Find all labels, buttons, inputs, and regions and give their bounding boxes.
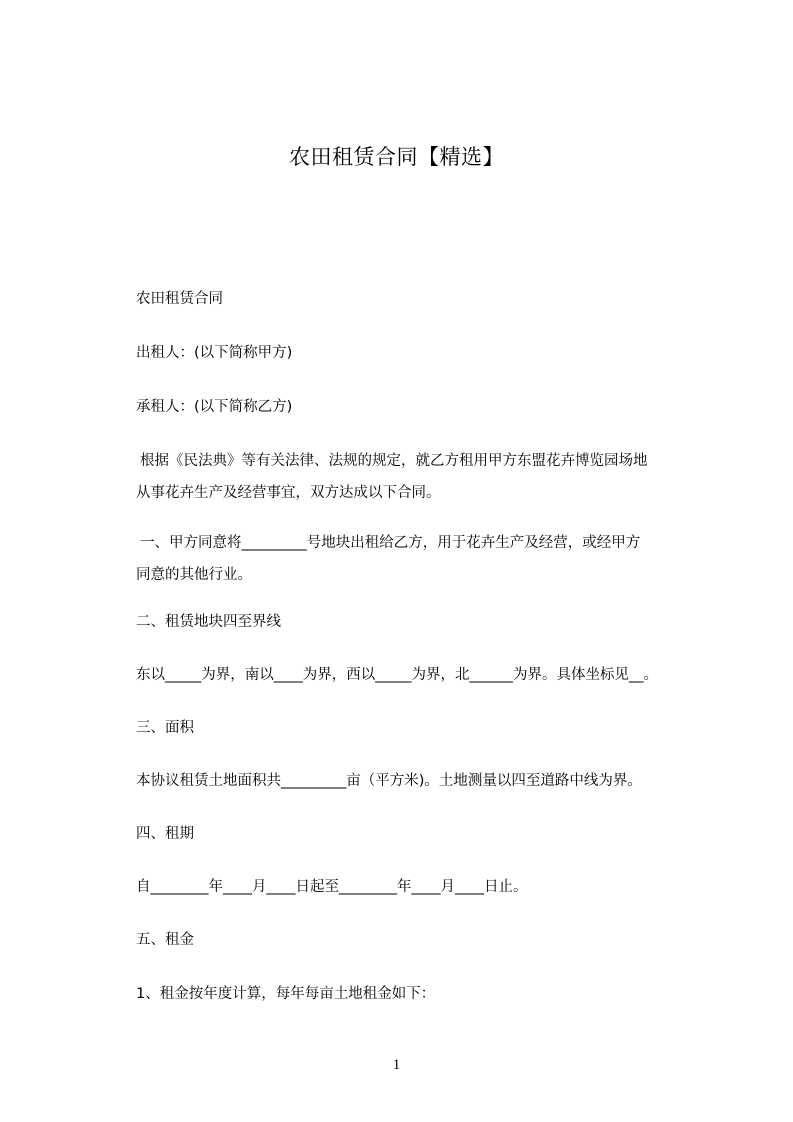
clause-4-term: 自________年____月____日起至________年____月____日止。 bbox=[136, 879, 528, 895]
clause-1-line-1: 一、甲方同意将_________号地块出租给乙方，用于花卉生产及经营，或经甲方 bbox=[140, 535, 641, 551]
clause-4-heading: 四、租期 bbox=[136, 826, 194, 842]
clause-2-boundaries: 东以_____为界，南以____为界，西以_____为界，北______为界。具体坐标见__。 bbox=[136, 667, 658, 683]
clause-1-line-2: 同意的其他行业。 bbox=[136, 567, 252, 583]
lessee-line: 承租人：(以下简称乙方) bbox=[136, 399, 293, 415]
clause-5-item-1: 1、租金按年度计算，每年每亩土地租金如下： bbox=[136, 986, 436, 1002]
contract-name-line: 农田租赁合同 bbox=[136, 291, 223, 307]
clause-3-area: 本协议租赁土地面积共_________亩（平方米)。土地测量以四至道路中线为界。 bbox=[136, 773, 642, 789]
clause-2-heading: 二、租赁地块四至界线 bbox=[136, 614, 281, 630]
document-title: 农田租赁合同【精选】 bbox=[289, 145, 504, 169]
clause-5-heading: 五、租金 bbox=[136, 932, 194, 948]
preamble-line-2: 从事花卉生产及经营事宜，双方达成以下合同。 bbox=[136, 485, 441, 501]
page-number: 1 bbox=[392, 1057, 401, 1073]
preamble-line-1: 根据《民法典》等有关法律、法规的规定，就乙方租用甲方东盟花卉博览园场地 bbox=[140, 453, 648, 469]
clause-3-heading: 三、面积 bbox=[136, 720, 194, 736]
lessor-line: 出租人：(以下简称甲方) bbox=[136, 345, 293, 361]
